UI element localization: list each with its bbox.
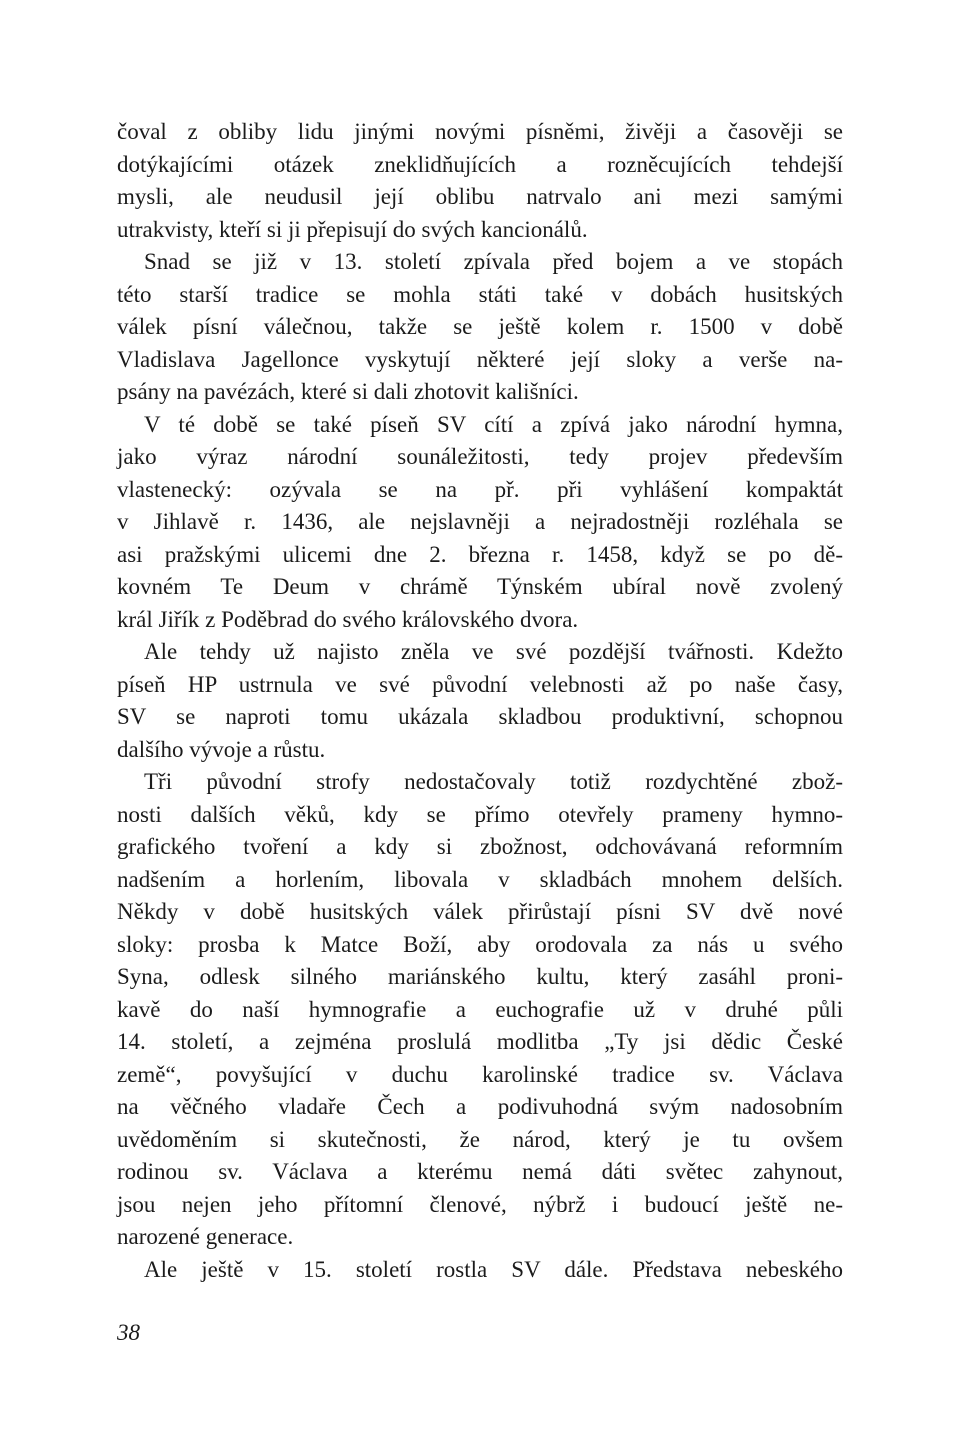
- text-line: Někdy v době husitských válek přirůstají písni SV dvě nové: [117, 899, 843, 924]
- text-line: rodinou sv. Václava a kterému nemá dáti světec zahynout,: [117, 1159, 843, 1184]
- text-line: utrakvisty, kteří si ji přepisují do svých kancionálů.: [117, 216, 588, 242]
- text-line: sloky: prosba k Matce Boží, aby orodovala za nás u svého: [117, 931, 843, 957]
- text-line: píseň HP ustrnula ve své původní velebnosti až po naše časy,: [117, 671, 843, 697]
- text-line: narozené generace.: [117, 1224, 294, 1249]
- text-line: grafického tvoření a kdy si zbožnost, odchovávaná reformním: [117, 834, 843, 859]
- text-line: nosti dalších věků, kdy se přímo otevřely prameny hymno-: [117, 801, 843, 827]
- text-line: vlastenecký: ozývala se na př. při vyhlášení kompaktát: [117, 476, 843, 502]
- text-line: psány na pavézách, které si dali zhotovit kališníci.: [117, 379, 579, 404]
- body-text: [117, 116, 843, 1286]
- page-number: 38: [117, 1320, 140, 1345]
- text-line: této starší tradice se mohla státi také v dobách husitských: [117, 281, 843, 307]
- text-line: asi pražskými ulicemi dne 2. března r. 1458, když se po dě-: [117, 541, 843, 567]
- text-line: kavě do naší hymnografie a euchografie už v druhé půli: [117, 996, 843, 1022]
- text-line: dotýkajícími otázek zneklidňujících a rozněcujících tehdejší: [117, 151, 843, 177]
- text-line: dalšího vývoje a růstu.: [117, 736, 326, 762]
- text-line: na věčného vladaře Čech a podivuhodná svým nadosobním: [117, 1094, 843, 1119]
- text-line: uvědoměním si skutečnosti, že národ, který je tu ovšem: [117, 1126, 843, 1152]
- text-line: V té době se také píseň SV cítí a zpívá jako národní hymna,: [144, 411, 843, 437]
- text-line: mysli, ale neudusil její oblibu natrvalo ani mezi samými: [117, 184, 843, 209]
- text-line: válek písní válečnou, takže se ještě kolem r. 1500 v době: [117, 314, 843, 339]
- text-line: Tři původní strofy nedostačovaly totiž rozdychtěné zbož-: [144, 769, 843, 794]
- text-line: čoval z obliby lidu jinými novými písněmi, živěji a časověji se: [117, 119, 843, 144]
- text-line: 14. století, a zejména proslulá modlitba „Ty jsi dědic České: [117, 1029, 843, 1054]
- text-line: SV se naproti tomu ukázala skladbou produktivní, schopnou: [117, 704, 843, 729]
- text-line: kovném Te Deum v chrámě Týnském ubíral nově zvolený: [117, 574, 843, 599]
- text-line: nadšením a horlením, libovala v skladbách mnohem delších.: [117, 866, 843, 892]
- text-line: Ale ještě v 15. století rostla SV dále. Představa nebeského: [144, 1256, 843, 1282]
- text-line: Vladislava Jagellonce vyskytují některé její sloky a verše na-: [117, 346, 843, 372]
- text-line: v Jihlavě r. 1436, ale nejslavněji a nejradostněji rozléhala se: [117, 509, 843, 534]
- text-line: jsou nejen jeho přítomní členové, nýbrž i budoucí ještě ne-: [117, 1191, 843, 1217]
- text-line: jako výraz národní sounáležitosti, tedy projev především: [117, 444, 843, 469]
- text-line: Snad se již v 13. století zpívala před bojem a ve stopách: [144, 249, 843, 274]
- text-line: Ale tehdy už najisto zněla ve své pozdější tvářnosti. Kdežto: [144, 639, 843, 664]
- text-line: Syna, odlesk silného mariánského kultu, který zasáhl proni-: [117, 964, 843, 989]
- text-line: král Jiřík z Poděbrad do svého královského dvora.: [117, 606, 579, 632]
- text-line: země“, povyšující v duchu karolinské tradice sv. Václava: [117, 1061, 843, 1087]
